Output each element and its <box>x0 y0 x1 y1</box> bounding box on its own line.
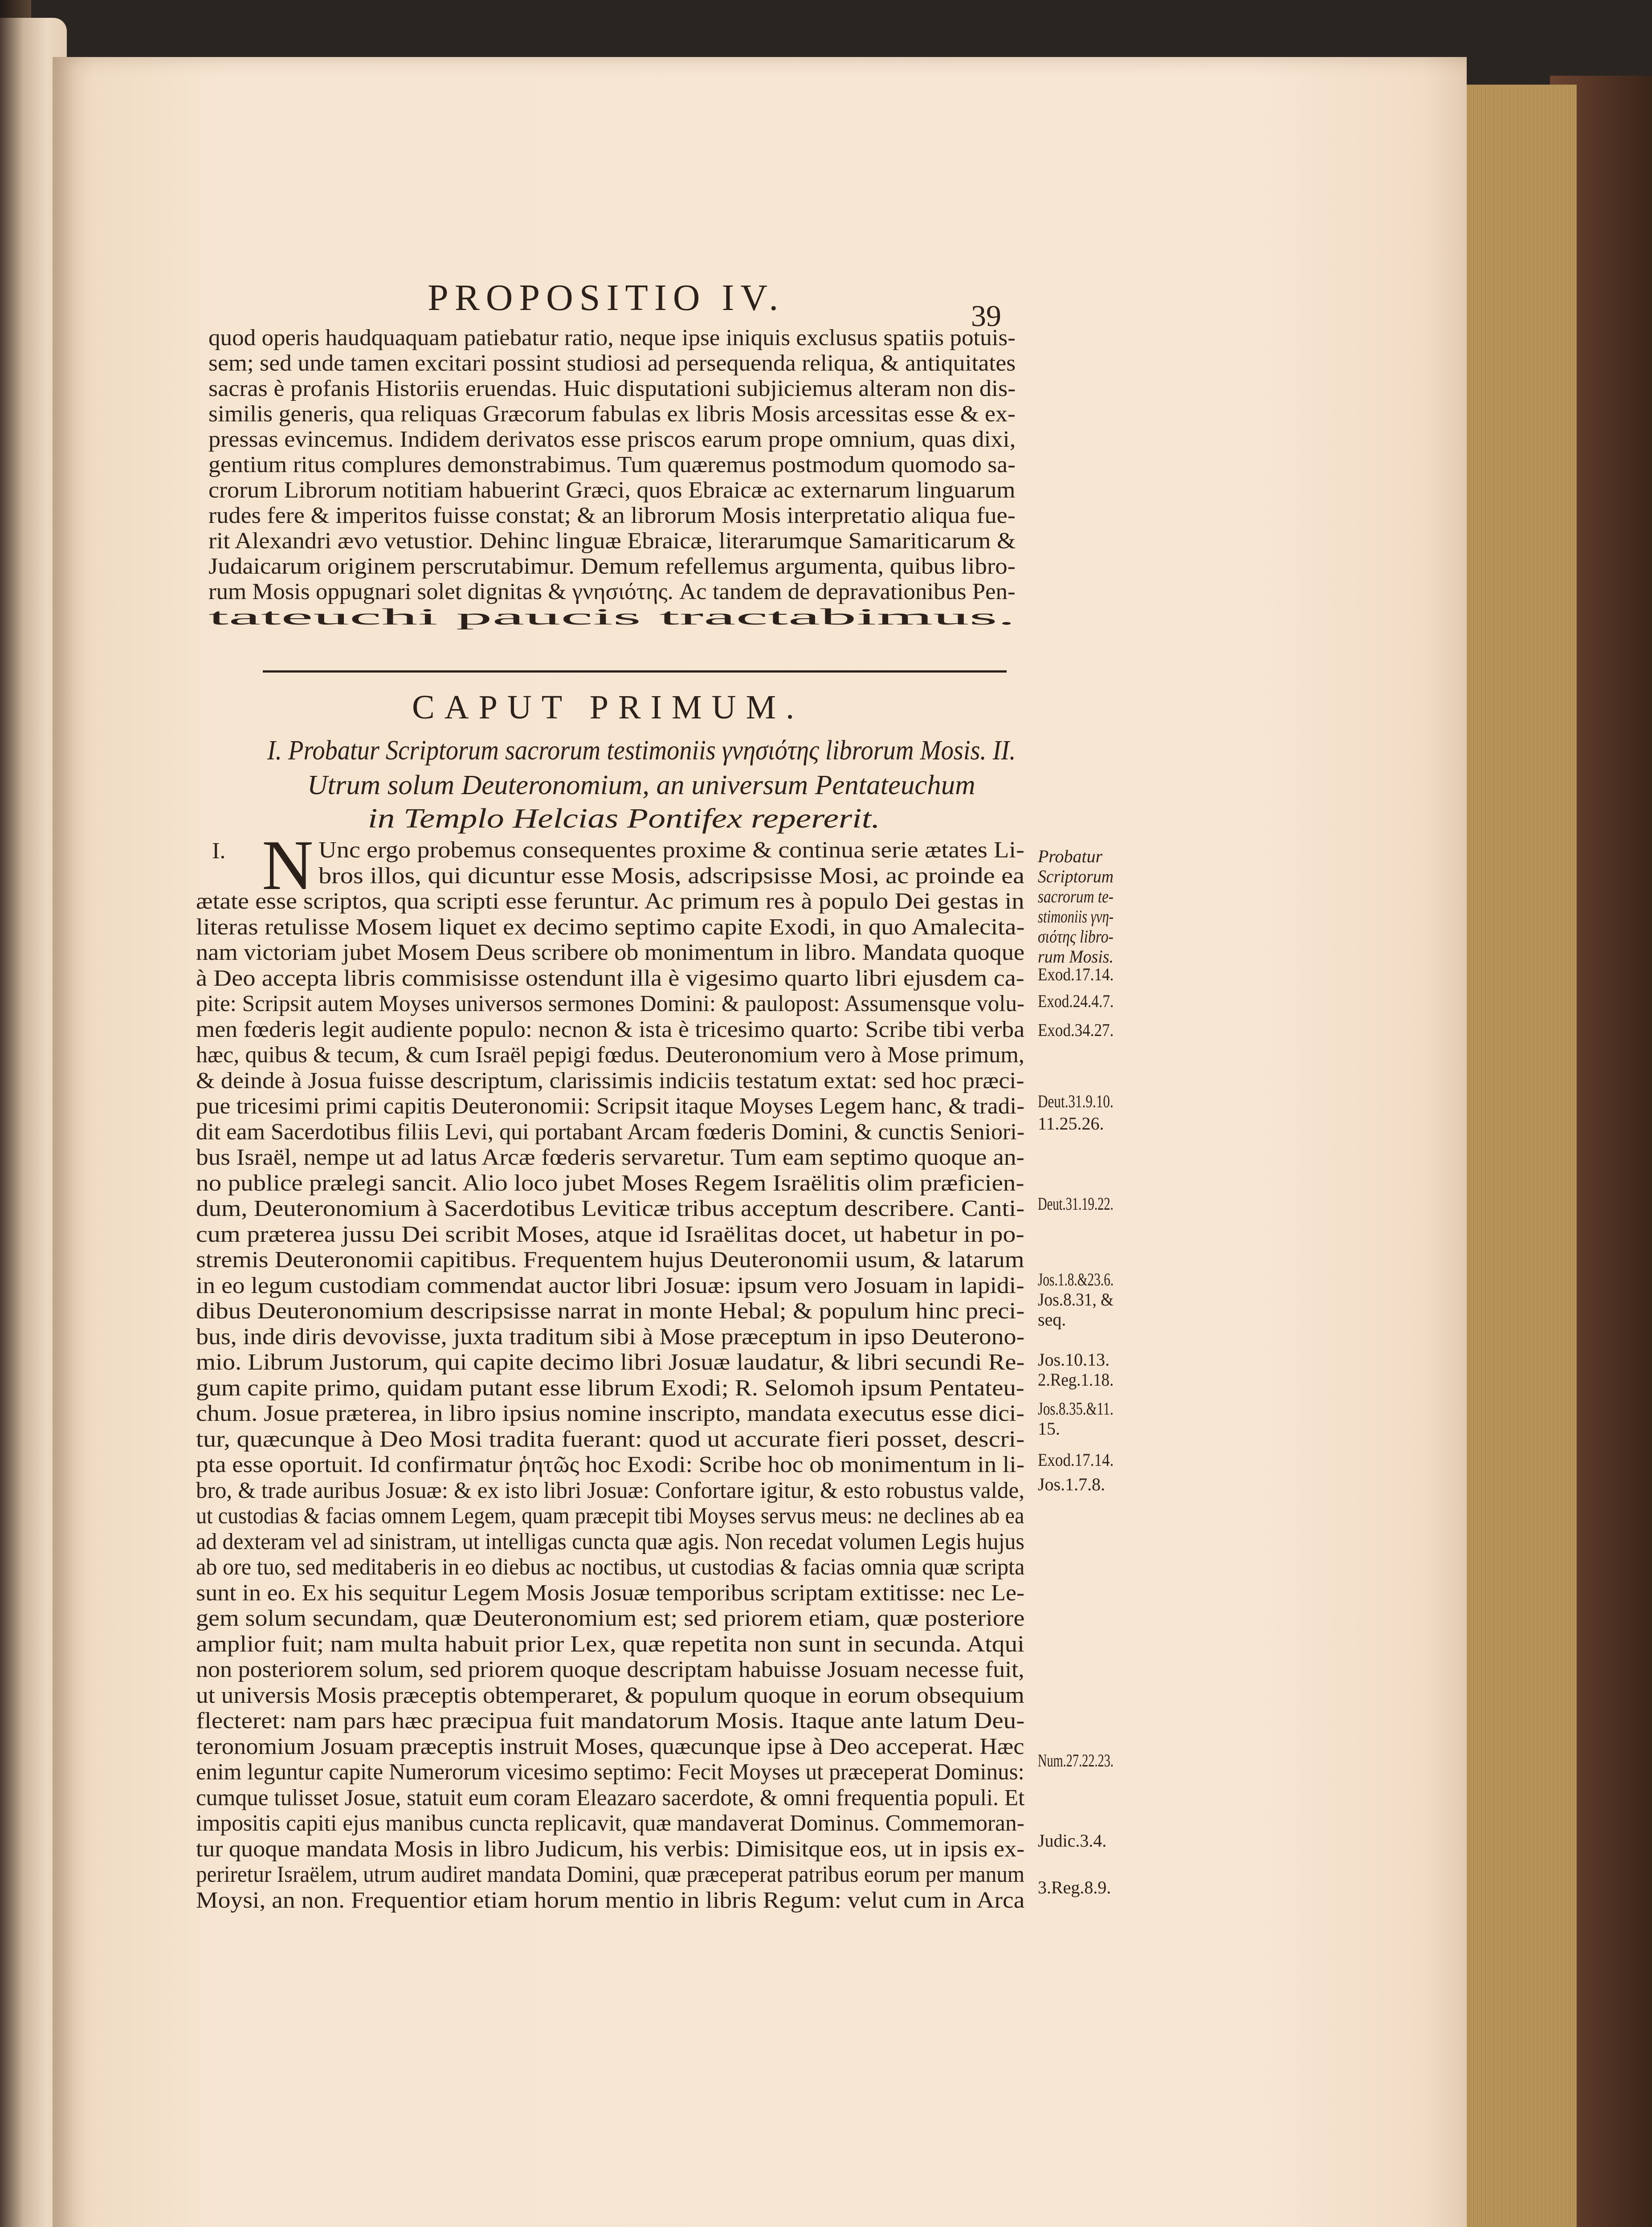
body-line: bros illos, qui dicuntur esse Mosis, adscripsisse Mosi, ac proinde ea <box>318 863 1025 889</box>
body-line: gem solum secundam, quæ Deuteronomium est; sed priorem etiam, quæ posteriore <box>196 1606 1025 1631</box>
margin-note: Exod.17.14. <box>1038 1450 1114 1470</box>
page-number: 39 <box>971 299 1001 333</box>
intro-line: similis generis, qua reliquas Græcorum fabulas ex libris Mosis arcessitas esse & ex- <box>208 401 1016 427</box>
margin-note: Judic.3.4. <box>1038 1831 1107 1851</box>
margin-note: Num.27.22.23. <box>1038 1750 1114 1770</box>
body-line: amplior fuit; nam multa habuit prior Lex, quæ repetita non sunt in secunda. Atqui <box>196 1631 1025 1657</box>
body-line: ut universis Mosis præceptis obtemperaret, & populum quoque in eorum obsequium <box>196 1682 1024 1708</box>
body-line: à Deo accepta libris commisisse ostendunt illa è vigesimo quarto libri ejusdem ca- <box>196 965 1024 991</box>
body-line: ut custodias & facias omnem Legem, quam præcepit tibi Moyses servus meus: ne declines ab ea <box>196 1503 1024 1529</box>
body-line: hæc, quibus & tecum, & cum Israël pepigi fœdus. Deuteronomium vero à Mose primum, <box>196 1042 1024 1068</box>
body-line: flecteret: nam pars hæc præcipua fuit mandatorum Mosis. Itaque ante latum Deu- <box>196 1708 1025 1733</box>
margin-note: σιότης libro- <box>1038 926 1114 946</box>
body-line: periretur Israëlem, utrum audiret mandata Domini, quæ præceperat patribus eorum per manum <box>196 1862 1025 1887</box>
margin-note: rum Mosis. <box>1038 946 1114 967</box>
intro-line: tateuchi paucis tractabimus. <box>208 604 1016 630</box>
margin-note: 3.Reg.8.9. <box>1038 1877 1111 1897</box>
body-line: pta esse oportuit. Id confirmatur ῥητῶς hoc Exodi: Scribe hoc ob monimentum in li- <box>196 1452 1025 1477</box>
margin-note: 2.Reg.1.18. <box>1038 1370 1114 1390</box>
margin-note: seq. <box>1038 1309 1066 1330</box>
body-line: Unc ergo probemus consequentes proxime & continua serie ætates Li- <box>318 837 1024 863</box>
body-line: mio. Librum Justorum, qui capite decimo libri Josuæ laudatur, & libri secundi Re- <box>196 1350 1025 1375</box>
intro-line: sem; sed unde tamen excitari possint studiosi ad persequenda reliqua, & antiquitates <box>208 351 1016 376</box>
margin-note: 15. <box>1038 1419 1060 1439</box>
body-line: stremis Deuteronomii capitibus. Frequentem hujus Deuteronomii usum, & latarum <box>196 1247 1024 1273</box>
summary-line: in Templo Helcias Pontifex repererit. <box>368 804 880 834</box>
body-line: bus, inde diris devovisse, juxta traditum sibi à Mose præceptum in ipso Deuterono- <box>196 1324 1025 1350</box>
body-line: nam victoriam jubet Mosem Deus scribere ob monimentum in libro. Mandata quoque <box>196 940 1025 965</box>
body-line: ætate esse scriptos, qua scripti esse feruntur. Ac primum res à populo Dei gestas in <box>196 889 1024 914</box>
margin-note: Deut.31.9.10. <box>1038 1091 1114 1111</box>
body-line: impositis capiti ejus manibus cuncta replicavit, quæ mandaverat Dominus. Commemoran- <box>196 1811 1024 1836</box>
body-line: tur, quæcunque à Deo Mosi tradita fuerant: quod ut accurate fieri posset, descri- <box>196 1426 1025 1452</box>
body-line: Moysi, an non. Frequentior etiam horum mentio in libris Regum: velut cum in Arca <box>196 1887 1025 1913</box>
drop-cap: N <box>262 825 314 905</box>
chapter-title: CAPUT PRIMUM. <box>412 689 804 726</box>
page-fore-edge <box>1465 85 1577 2227</box>
body-line: in eo legum custodiam commendat auctor libri Josuæ: ipsum vero Josuam in lapidi- <box>196 1273 1024 1298</box>
body-line: tur quoque mandata Mosis in libro Judicum, his verbis: Dimisitque eos, ut in ipsis ex- <box>196 1836 1025 1862</box>
body-line: enim leguntur capite Numerorum vicesimo septimo: Fecit Moyses ut præceperat Dominus: <box>196 1759 1024 1785</box>
summary-line: Utrum solum Deuteronomium, an universum Pentateuchum <box>307 770 975 800</box>
body-line: bus Israël, nempe ut ad latus Arcæ fœderis servaretur. Tum eam septimo quoque an- <box>196 1145 1024 1170</box>
body-line: gum capite primo, quidam putant esse librum Exodi; R. Selomoh ipsum Pentateu- <box>196 1375 1024 1401</box>
section-number: I. <box>212 838 226 864</box>
intro-line: rudes fere & imperitos fuisse constat; & an librorum Mosis interpretatio aliqua fue- <box>208 503 1016 528</box>
intro-line: quod operis haudquaquam patiebatur ratio, neque ipse iniquis exclusus spatiis potuis- <box>208 325 1016 351</box>
margin-note: Jos.1.8.&23.6. <box>1038 1269 1114 1289</box>
body-line: dibus Deuteronomium descripsisse narrat in monte Hebal; & populum hinc preci- <box>196 1298 1025 1324</box>
body-line: men fœderis legit audiente populo: necnon & ista è tricesimo quarto: Scribe tibi verba <box>196 1016 1025 1042</box>
margin-note: Scriptorum <box>1038 866 1114 886</box>
intro-line: rum Mosis oppugnari solet dignitas & γνησιότης. Ac tandem de depravationibus Pen- <box>208 579 1016 604</box>
body-line: ab ore tuo, sed meditaberis in eo diebus ac noctibus, ut custodias & facias omnia quæ scripta <box>196 1554 1025 1580</box>
summary-line: I. Probatur Scriptorum sacrorum testimoniis γνησιότης librorum Mosis. II. <box>267 735 1016 766</box>
margin-note: Jos.10.13. <box>1038 1350 1110 1370</box>
body-line: & deinde à Josua fuisse descriptum, clarissimis indiciis testatum extat: sed hoc præci- <box>196 1068 1024 1093</box>
margin-note: Exod.17.14. <box>1038 964 1114 984</box>
margin-note: Probatur <box>1038 846 1103 866</box>
margin-note: Exod.34.27. <box>1038 1020 1114 1040</box>
margin-note: Jos.8.35.&11. <box>1038 1399 1114 1419</box>
body-line: bro, & trade auribus Josuæ: & ex isto libri Josuæ: Confortare igitur, & esto robustus valde, <box>196 1477 1025 1503</box>
intro-line: rit Alexandri ævo vetustior. Dehinc linguæ Ebraicæ, literarumque Samariticarum & <box>208 528 1016 554</box>
intro-line: crorum Librorum notitiam habuerint Græci, quos Ebraicæ ac externarum linguarum <box>208 477 1016 503</box>
running-header: PROPOSITIO IV. <box>428 277 785 318</box>
body-line: cumque tulisset Josue, statuit eum coram Eleazaro sacerdote, & omni frequentia populi. Et <box>196 1785 1025 1811</box>
body-line: sunt in eo. Ex his sequitur Legem Mosis Josuæ temporibus scriptam extitisse: nec Le- <box>196 1580 1025 1606</box>
body-line: dit eam Sacerdotibus filiis Levi, qui portabant Arcam fœderis Domini, & cunctis Seniori- <box>196 1119 1025 1145</box>
body-line: chum. Josue præterea, in libro ipsius nomine inscripto, mandata executus esse dici- <box>196 1401 1025 1426</box>
intro-line: Judaicarum originem perscrutabimur. Demum refellemus argumenta, quibus libro- <box>208 554 1016 579</box>
body-line: pue tricesimi primi capitis Deuteronomii: Scripsit itaque Moyses Legem hanc, & tradi- <box>196 1093 1025 1119</box>
margin-note: Exod.24.4.7. <box>1038 991 1114 1011</box>
body-line: teronomium Josuam præceptis instruit Moses, quæcunque ipse à Deo acceperat. Hæc <box>196 1733 1024 1759</box>
body-line: dum, Deuteronomium à Sacerdotibus Leviticæ tribus acceptum describere. Canti- <box>196 1196 1025 1221</box>
margin-note: Jos.8.31, & <box>1038 1289 1114 1309</box>
intro-line: sacras è profanis Historiis eruendas. Huic disputationi subjiciemus alteram non dis- <box>208 376 1016 401</box>
body-line: cum præterea jussu Dei scribit Moses, atque id Israëlitas docet, ut habetur in po- <box>196 1221 1024 1247</box>
margin-note: Jos.1.7.8. <box>1038 1474 1105 1494</box>
margin-note: stimoniis γνη- <box>1038 906 1114 926</box>
section-divider <box>263 670 1007 673</box>
intro-line: gentium ritus complures demonstrabimus. Tum quæremus postmodum quomodo sa- <box>208 452 1016 477</box>
body-line: ad dexteram vel ad sinistram, ut intelligas cuncta quæ agis. Non recedat volumen Legis hujus <box>196 1529 1024 1554</box>
body-line: literas retulisse Mosem liquet ex decimo septimo capite Exodi, in quo Amalecita- <box>196 914 1025 940</box>
margin-note: Deut.31.19.22. <box>1038 1194 1114 1214</box>
margin-note: 11.25.26. <box>1038 1114 1104 1134</box>
body-line: no publice prælegi sancit. Alio loco jubet Moses Regem Israëlitis olim præficien- <box>196 1170 1024 1196</box>
margin-note: sacrorum te- <box>1038 886 1114 906</box>
body-line: non posteriorem solum, sed priorem quoque descriptam habuisse Josuam necesse fuit, <box>196 1657 1024 1682</box>
intro-line: pressas evincemus. Indidem derivatos esse priscos earum prope omnium, quas dixi, <box>208 427 1016 452</box>
body-line: pite: Scripsit autem Moyses universos sermones Domini: & paulopost: Assumensque volu- <box>196 991 1025 1016</box>
